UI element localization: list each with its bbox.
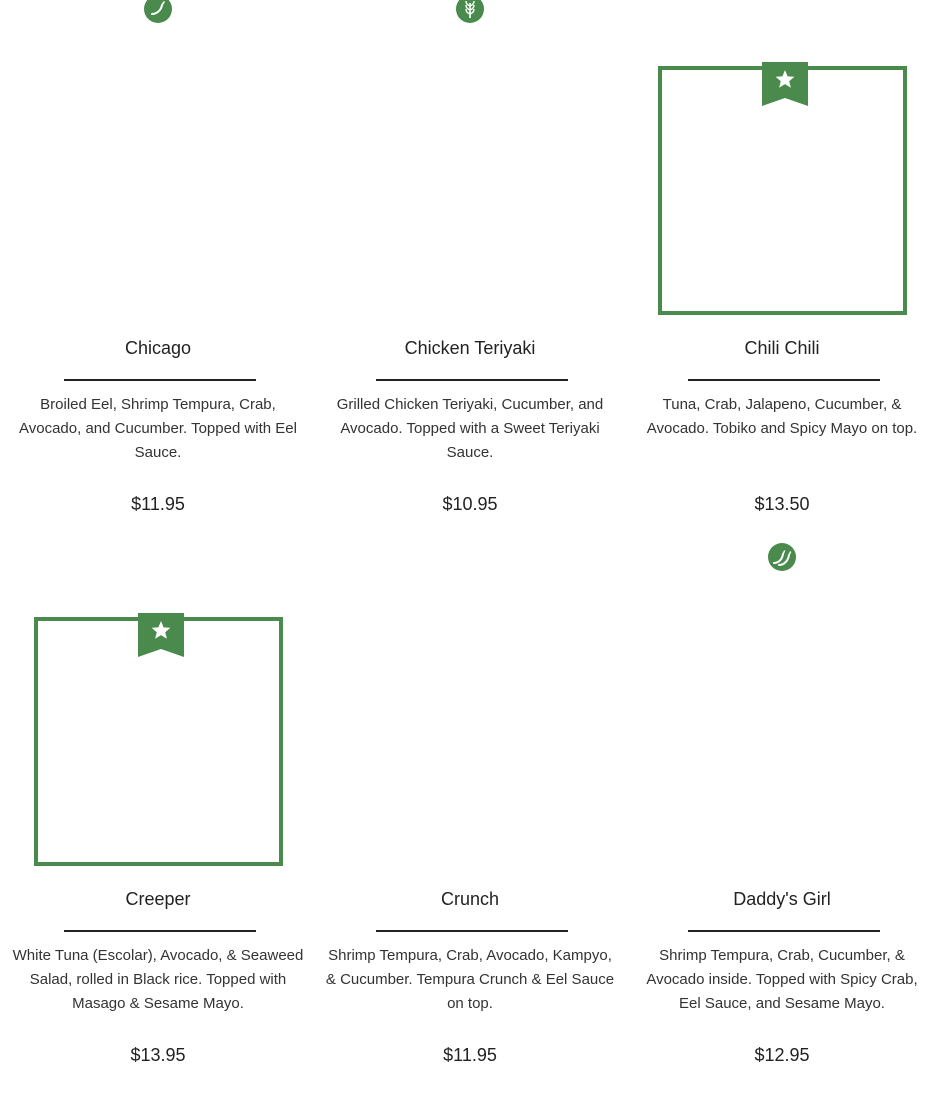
divider xyxy=(376,930,568,932)
item-price: $11.95 xyxy=(443,1045,497,1065)
item-description: White Tuna (Escolar), Avocado, & Seaweed Salad, rolled in Black rice. Topped with Masago & Sesame Mayo. xyxy=(12,947,304,1012)
item-price: $10.95 xyxy=(442,494,498,514)
item-name: Chicken Teriyaki xyxy=(404,338,536,358)
item-price: $13.50 xyxy=(754,494,810,514)
divider xyxy=(688,379,880,381)
item-price: $12.95 xyxy=(754,1045,810,1065)
item-price: $11.95 xyxy=(131,494,185,514)
item-description: Shrimp Tempura, Crab, Cucumber, & Avocado inside. Topped with Spicy Crab, Eel Sauce, and Sesame Mayo. xyxy=(646,947,918,1012)
double-pepper-icon xyxy=(767,542,797,572)
pepper-icon xyxy=(143,0,173,24)
item-description: Broiled Eel, Shrimp Tempura, Crab, Avocado, and Cucumber. Topped with Eel Sauce. xyxy=(19,396,297,461)
item-description: Tuna, Crab, Jalapeno, Cucumber, & Avocado. Tobiko and Spicy Mayo on top. xyxy=(646,396,918,437)
item-name: Chili Chili xyxy=(744,338,820,358)
item-name: Chicago xyxy=(124,338,192,358)
wheat-icon xyxy=(455,0,485,24)
item-description: Shrimp Tempura, Crab, Avocado, Kampyo, & Cucumber. Tempura Crunch & Eel Sauce on top. xyxy=(325,947,615,1012)
item-description: Grilled Chicken Teriyaki, Cucumber, and Avocado. Topped with a Sweet Teriyaki Sauce. xyxy=(336,396,604,461)
divider xyxy=(64,379,256,381)
featured-star-icon xyxy=(762,62,808,106)
divider xyxy=(376,379,568,381)
item-name: Daddy's Girl xyxy=(733,889,831,909)
item-name: Creeper xyxy=(125,889,191,909)
divider xyxy=(64,930,256,932)
item-price: $13.95 xyxy=(130,1045,186,1065)
divider xyxy=(688,930,880,932)
item-name: Crunch xyxy=(440,889,500,909)
featured-star-icon xyxy=(138,613,184,657)
